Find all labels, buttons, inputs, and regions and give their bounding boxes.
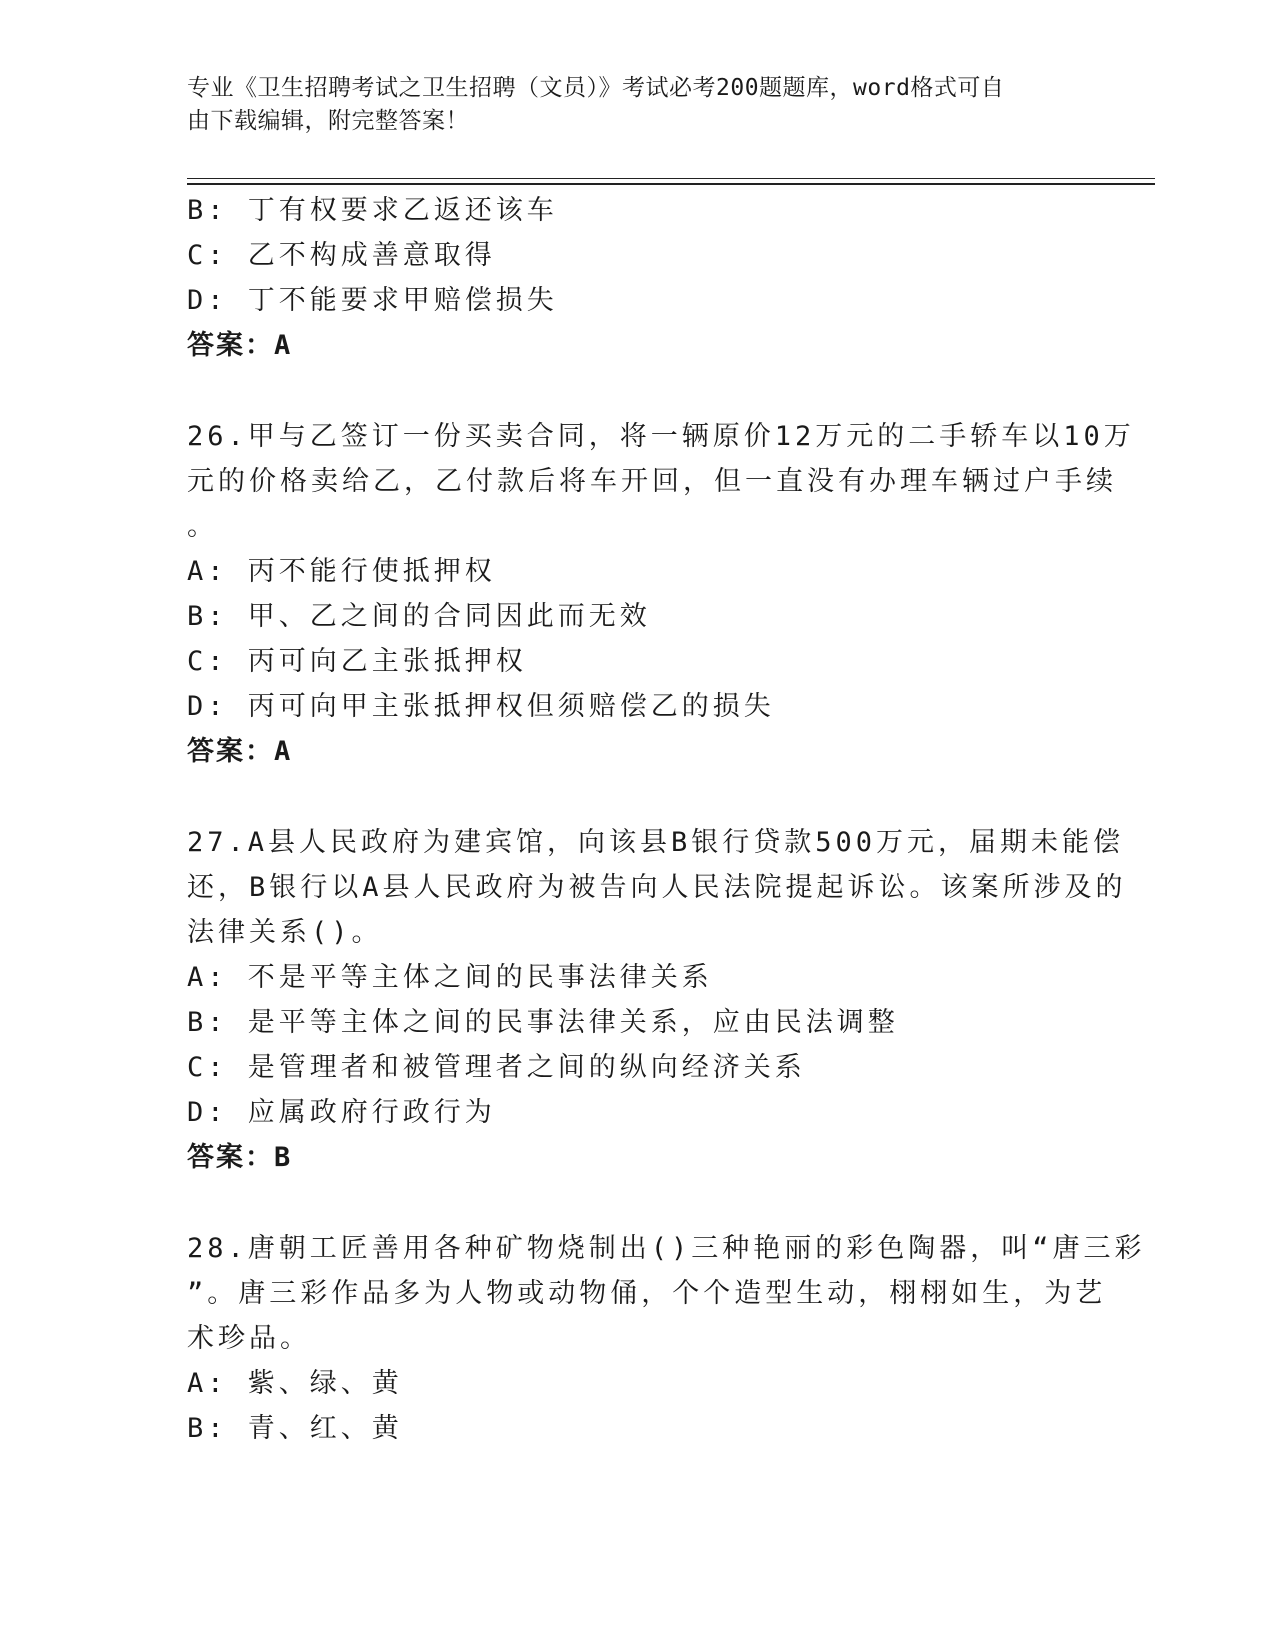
option-d: D: 丁不能要求甲赔偿损失 [187,285,558,316]
answer-line: 答案：B [187,1142,293,1173]
question-stem-line: ”。唐三彩作品多为人物或动物俑，个个造型生动，栩栩如生，为艺 [187,1278,1107,1309]
question-27 [187,820,1127,1180]
option-b: B: 是平等主体之间的民事法律关系，应由民法调整 [187,1007,899,1038]
question-stem-line: 元的价格卖给乙，乙付款后将车开回，但一直没有办理车辆过户手续 [187,466,1117,497]
header-rule-thin [187,178,1155,179]
question-content [187,188,1146,1451]
option-c: C: 乙不构成善意取得 [187,240,496,271]
question-stem-line: 28.唐朝工匠善用各种矿物烧制出()三种艳丽的彩色陶器，叫“唐三彩 [187,1233,1146,1264]
header-rule-thick [187,183,1155,185]
option-c: C: 丙可向乙主张抵押权 [187,646,527,677]
option-a: A: 不是平等主体之间的民事法律关系 [187,962,713,993]
option-b: B: 青、红、黄 [187,1413,403,1444]
option-d: D: 丙可向甲主张抵押权但须赔偿乙的损失 [187,691,775,722]
header-line-1: 专业《卫生招聘考试之卫生招聘（文员）》考试必考200题题库，word格式可自 [187,75,1005,101]
option-d: D: 应属政府行政行为 [187,1097,496,1128]
question-stem-line: 还，B银行以A县人民政府为被告向人民法院提起诉讼。该案所涉及的 [187,872,1127,903]
question-26 [187,414,1135,774]
option-c: C: 是管理者和被管理者之间的纵向经济关系 [187,1052,806,1083]
document-header [187,72,1087,138]
question-stem-line: 26.甲与乙签订一份买卖合同，将一辆原价12万元的二手轿车以10万 [187,421,1135,452]
answer-line: 答案：A [187,736,293,767]
question-stem-line: 。 [187,511,218,542]
prev-question [187,188,1087,368]
header-line-2: 由下载编辑，附完整答案！ [187,108,469,134]
option-a: A: 丙不能行使抵押权 [187,556,496,587]
option-b: B: 丁有权要求乙返还该车 [187,195,558,226]
option-b: B: 甲、乙之间的合同因此而无效 [187,601,651,632]
question-28 [187,1226,1146,1451]
option-a: A: 紫、绿、黄 [187,1368,403,1399]
answer-line: 答案：A [187,330,293,361]
question-stem-line: 术珍品。 [187,1323,311,1354]
question-stem-line: 27.A县人民政府为建宾馆，向该县B银行贷款500万元，届期未能偿 [187,827,1125,858]
question-stem-line: 法律关系()。 [187,917,383,948]
